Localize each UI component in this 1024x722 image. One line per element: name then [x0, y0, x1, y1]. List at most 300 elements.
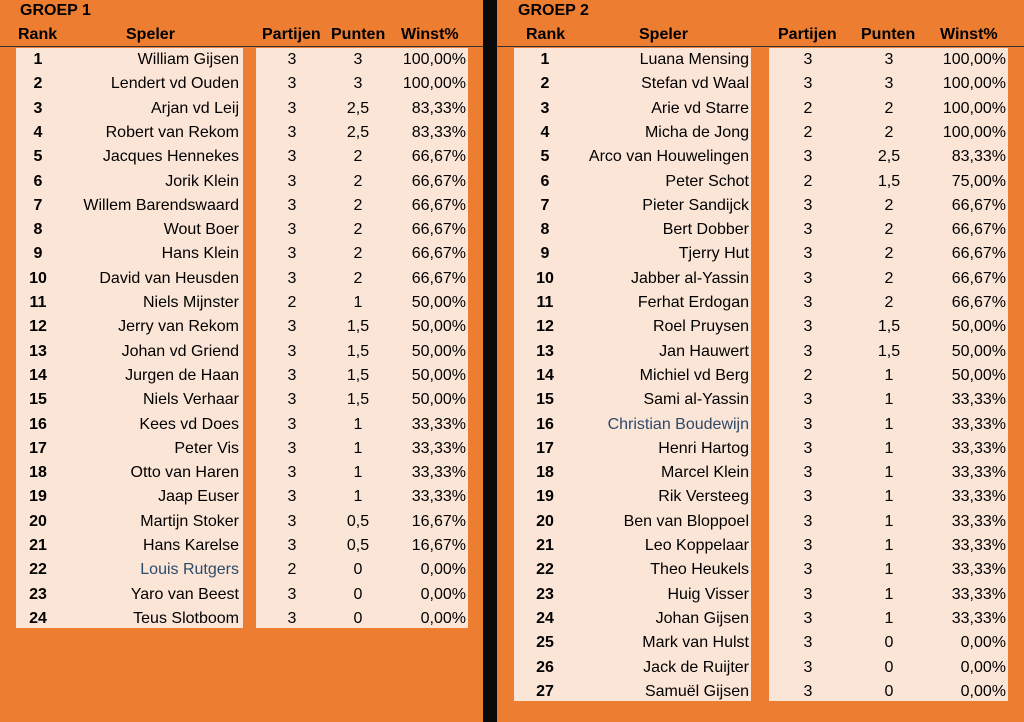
winst-cell: 66,67%	[411, 196, 466, 214]
table-row	[0, 388, 483, 412]
winst-cell: 66,67%	[951, 221, 1006, 239]
punten-cell: 0	[884, 658, 894, 676]
punten-cell: 2	[884, 269, 894, 287]
punten-cell: 2	[884, 123, 894, 141]
table-row	[0, 194, 483, 218]
punten-cell: 2	[353, 172, 363, 190]
partijen-cell: 3	[287, 75, 297, 93]
speler-cell: Ferhat Erdogan	[637, 294, 749, 311]
rank-cell: 24	[29, 609, 47, 627]
speler-cell: Arjan vd Leij	[150, 99, 239, 117]
winst-cell: 0,00%	[420, 585, 466, 603]
table-row	[0, 315, 483, 339]
rank-cell: 12	[536, 318, 554, 336]
partijen-cell: 3	[803, 221, 813, 239]
table-row	[0, 607, 483, 631]
rank-cell: 25	[536, 634, 554, 652]
rank-cell: 12	[29, 318, 47, 336]
rank-cell: 22	[29, 561, 47, 579]
speler-header: Speler	[126, 26, 175, 43]
rank-cell: 2	[540, 75, 550, 93]
punten-cell: 1	[353, 464, 363, 482]
punten-cell: 0,5	[346, 537, 370, 554]
speler-cell: Michiel vd Berg	[639, 366, 749, 384]
rank-cell: 13	[29, 342, 47, 360]
winst-cell: 66,67%	[951, 294, 1006, 311]
winst-cell: 66,67%	[951, 269, 1006, 287]
partijen-cell: 3	[803, 488, 813, 506]
table-row	[497, 680, 1024, 704]
winst-cell: 0,00%	[420, 609, 466, 627]
partijen-cell: 3	[287, 51, 297, 68]
header-divider	[497, 46, 1024, 47]
partijen-cell: 3	[287, 172, 297, 190]
rank-cell: 1	[33, 51, 43, 68]
speler-cell: Jurgen de Haan	[125, 366, 239, 384]
speler-cell: Micha de Jong	[644, 123, 749, 141]
speler-cell: Johan vd Griend	[121, 342, 239, 360]
speler-cell: Stefan vd Waal	[641, 75, 749, 93]
speler-cell: Sami al-Yassin	[643, 391, 749, 409]
table-row	[497, 534, 1024, 558]
rank-cell: 17	[29, 439, 47, 457]
table-row	[0, 48, 483, 72]
table-row	[0, 97, 483, 121]
speler-cell: Huig Visser	[667, 585, 749, 603]
group-1-title: GROEP 1	[20, 2, 91, 19]
speler-cell: Arie vd Starre	[651, 99, 749, 117]
table-row	[0, 583, 483, 607]
punten-cell: 0	[353, 609, 363, 627]
partijen-cell: 3	[287, 221, 297, 239]
speler-cell: Samuël Gijsen	[644, 682, 749, 700]
winst-cell: 100,00%	[402, 75, 466, 93]
partijen-cell: 3	[803, 634, 813, 652]
winst-cell: 0,00%	[960, 634, 1006, 652]
punten-cell: 1,5	[877, 172, 901, 190]
partijen-cell: 3	[803, 415, 813, 433]
rank-cell: 9	[540, 245, 550, 263]
rank-cell: 15	[29, 391, 47, 409]
rank-cell: 11	[536, 294, 554, 311]
punten-cell: 2	[353, 196, 363, 214]
rank-cell: 20	[536, 512, 554, 530]
winst-cell: 0,00%	[420, 561, 466, 579]
winst-cell: 83,33%	[951, 148, 1006, 166]
rank-cell: 4	[33, 123, 43, 141]
partijen-cell: 2	[287, 561, 297, 579]
speler-cell: Mark van Hulst	[642, 634, 749, 652]
winst-cell: 33,33%	[411, 415, 466, 433]
rank-cell: 4	[540, 123, 550, 141]
rank-cell: 18	[29, 464, 47, 482]
partijen-cell: 3	[803, 512, 813, 530]
partijen-cell: 3	[287, 245, 297, 263]
rank-cell: 18	[536, 464, 554, 482]
rank-cell: 6	[33, 172, 43, 190]
winst-cell: 66,67%	[411, 245, 466, 263]
speler-cell: Hans Klein	[161, 245, 239, 263]
table-row	[497, 631, 1024, 655]
punten-cell: 2	[353, 269, 363, 287]
punten-cell: 3	[353, 75, 363, 93]
table-row	[497, 194, 1024, 218]
header-divider	[0, 46, 483, 47]
speler-cell: Teus Slotboom	[133, 609, 239, 627]
partijen-cell: 3	[287, 537, 297, 554]
partijen-cell: 3	[803, 537, 813, 554]
winst-cell: 33,33%	[951, 439, 1006, 457]
table-row	[497, 72, 1024, 96]
rank-cell: 7	[33, 196, 43, 214]
partijen-cell: 3	[803, 342, 813, 360]
speler-cell: Rik Versteeg	[658, 488, 749, 506]
punten-cell: 1,5	[346, 391, 370, 409]
speler-cell: Henri Hartog	[658, 439, 749, 457]
rank-cell: 24	[536, 609, 554, 627]
partijen-cell: 3	[803, 439, 813, 457]
table-row	[497, 461, 1024, 485]
rank-cell: 19	[536, 488, 554, 506]
winst-cell: 16,67%	[411, 537, 466, 554]
partijen-cell: 3	[287, 415, 297, 433]
speler-cell: Jabber al-Yassin	[631, 269, 749, 287]
rank-cell: 14	[29, 366, 47, 384]
partijen-cell: 3	[287, 196, 297, 214]
rank-cell: 11	[29, 294, 47, 311]
winst-cell: 50,00%	[411, 391, 466, 409]
table-row	[497, 607, 1024, 631]
punten-cell: 3	[353, 51, 363, 68]
table-row	[0, 242, 483, 266]
winst-cell: 50,00%	[951, 366, 1006, 384]
partijen-cell: 3	[803, 585, 813, 603]
rank-cell: 26	[536, 658, 554, 676]
winst-cell: 66,67%	[411, 269, 466, 287]
winst-cell: 33,33%	[951, 561, 1006, 579]
partijen-cell: 3	[287, 609, 297, 627]
speler-cell: William Gijsen	[137, 51, 239, 68]
table-row	[497, 364, 1024, 388]
winst-cell: 100,00%	[942, 99, 1006, 117]
speler-cell: Lendert vd Ouden	[110, 75, 239, 93]
partijen-cell: 3	[287, 342, 297, 360]
partijen-cell: 3	[803, 609, 813, 627]
punten-cell: 2	[353, 148, 363, 166]
winst-cell: 16,67%	[411, 512, 466, 530]
punten-cell: 2	[353, 245, 363, 263]
table-row	[0, 218, 483, 242]
partijen-cell: 3	[287, 391, 297, 409]
table-row	[497, 291, 1024, 315]
speler-cell: Louis Rutgers	[140, 561, 239, 579]
group-divider	[483, 0, 497, 722]
speler-cell: Wout Boer	[163, 221, 239, 239]
partijen-cell: 3	[803, 561, 813, 579]
table-row	[0, 510, 483, 534]
speler-cell: Bert Dobber	[662, 221, 749, 239]
winst-cell: 0,00%	[960, 682, 1006, 700]
rank-cell: 21	[536, 537, 554, 554]
partijen-cell: 3	[803, 464, 813, 482]
table-row	[497, 510, 1024, 534]
table-row	[497, 170, 1024, 194]
speler-cell: Tjerry Hut	[678, 245, 749, 263]
partijen-cell: 3	[803, 51, 813, 68]
partijen-cell: 3	[287, 585, 297, 603]
rank-cell: 3	[540, 99, 550, 117]
table-row	[497, 558, 1024, 582]
winst-cell: 66,67%	[951, 196, 1006, 214]
rank-cell: 14	[536, 366, 554, 384]
table-row	[497, 388, 1024, 412]
table-row	[0, 72, 483, 96]
table-row	[0, 461, 483, 485]
winst-cell: 33,33%	[951, 415, 1006, 433]
punten-cell: 1	[884, 512, 894, 530]
speler-cell: Roel Pruysen	[652, 318, 749, 336]
punten-cell: 1,5	[877, 318, 901, 336]
table-row	[0, 534, 483, 558]
speler-cell: Leo Koppelaar	[644, 537, 749, 554]
punten-cell: 3	[884, 51, 894, 68]
partijen-cell: 2	[287, 294, 297, 311]
rank-cell: 2	[33, 75, 43, 93]
partijen-cell: 2	[803, 123, 813, 141]
rank-cell: 3	[33, 99, 43, 117]
partijen-cell: 3	[287, 99, 297, 117]
table-row	[0, 558, 483, 582]
winst-cell: 66,67%	[951, 245, 1006, 263]
rank-cell: 23	[29, 585, 47, 603]
rank-cell: 16	[29, 415, 47, 433]
speler-cell: Pieter Sandijck	[642, 196, 749, 214]
speler-cell: Peter Schot	[665, 172, 749, 190]
rank-cell: 10	[29, 269, 47, 287]
partijen-cell: 3	[803, 294, 813, 311]
partijen-cell: 2	[803, 366, 813, 384]
rank-cell: 19	[29, 488, 47, 506]
punten-cell: 0	[353, 561, 363, 579]
winst-header: Winst%	[401, 26, 459, 43]
punten-cell: 2	[884, 221, 894, 239]
rank-cell: 10	[536, 269, 554, 287]
rank-cell: 8	[540, 221, 550, 239]
speler-cell: Hans Karelse	[142, 537, 239, 554]
punten-cell: 1,5	[346, 366, 370, 384]
punten-cell: 1	[884, 464, 894, 482]
winst-cell: 33,33%	[951, 488, 1006, 506]
punten-cell: 1,5	[877, 342, 901, 360]
punten-cell: 0	[353, 585, 363, 603]
partijen-cell: 3	[287, 269, 297, 287]
winst-cell: 100,00%	[942, 51, 1006, 68]
punten-cell: 2	[884, 294, 894, 311]
speler-cell: Kees vd Does	[139, 415, 239, 433]
speler-cell: Jerry van Rekom	[118, 318, 239, 336]
winst-cell: 50,00%	[951, 342, 1006, 360]
rank-header: Rank	[526, 26, 566, 43]
punten-cell: 1,5	[346, 342, 370, 360]
rank-cell: 5	[540, 148, 550, 166]
group-2-title: GROEP 2	[518, 2, 589, 19]
partijen-cell: 3	[803, 196, 813, 214]
punten-header: Punten	[331, 26, 386, 43]
partijen-cell: 2	[803, 172, 813, 190]
rank-cell: 7	[540, 196, 550, 214]
partijen-cell: 3	[287, 464, 297, 482]
speler-cell: Jack de Ruijter	[643, 658, 749, 676]
table-row	[0, 413, 483, 437]
rank-cell: 17	[536, 439, 554, 457]
partijen-cell: 3	[803, 245, 813, 263]
table-row	[497, 97, 1024, 121]
punten-cell: 1	[884, 415, 894, 433]
table-row	[0, 485, 483, 509]
partijen-cell: 3	[287, 512, 297, 530]
table-row	[497, 315, 1024, 339]
winst-cell: 50,00%	[411, 366, 466, 384]
partijen-cell: 3	[803, 148, 813, 166]
partijen-cell: 3	[287, 123, 297, 141]
partijen-cell: 3	[287, 366, 297, 384]
table-row	[0, 340, 483, 364]
winst-cell: 50,00%	[411, 342, 466, 360]
table-row	[497, 437, 1024, 461]
speler-cell: Marcel Klein	[660, 464, 749, 482]
table-row	[497, 145, 1024, 169]
winst-cell: 66,67%	[411, 221, 466, 239]
partijen-header: Partijen	[262, 26, 321, 43]
winst-cell: 100,00%	[942, 123, 1006, 141]
punten-cell: 1	[884, 439, 894, 457]
rank-cell: 22	[536, 561, 554, 579]
table-row	[497, 656, 1024, 680]
punten-cell: 2,5	[346, 123, 370, 141]
rank-cell: 1	[540, 51, 550, 68]
winst-cell: 100,00%	[402, 51, 466, 68]
winst-header: Winst%	[940, 26, 998, 43]
punten-cell: 1	[884, 391, 894, 409]
speler-cell: Theo Heukels	[650, 561, 749, 579]
winst-cell: 33,33%	[951, 585, 1006, 603]
winst-cell: 100,00%	[942, 75, 1006, 93]
winst-cell: 83,33%	[411, 123, 466, 141]
rank-cell: 9	[33, 245, 43, 263]
punten-cell: 0,5	[346, 512, 370, 530]
speler-cell: Martijn Stoker	[140, 512, 239, 530]
table-row	[0, 145, 483, 169]
punten-cell: 2	[353, 221, 363, 239]
winst-cell: 0,00%	[960, 658, 1006, 676]
table-row	[497, 218, 1024, 242]
punten-cell: 1	[884, 488, 894, 506]
partijen-cell: 3	[803, 269, 813, 287]
winst-cell: 83,33%	[411, 99, 466, 117]
partijen-cell: 3	[803, 658, 813, 676]
speler-cell: Jaap Euser	[158, 488, 239, 506]
punten-cell: 0	[884, 682, 894, 700]
table-row	[497, 413, 1024, 437]
punten-cell: 2,5	[346, 99, 370, 117]
winst-cell: 33,33%	[951, 609, 1006, 627]
speler-cell: Niels Mijnster	[142, 294, 239, 311]
table-row	[497, 485, 1024, 509]
punten-cell: 2	[884, 99, 894, 117]
partijen-cell: 3	[803, 391, 813, 409]
speler-cell: Ben van Bloppoel	[623, 512, 749, 530]
punten-cell: 3	[884, 75, 894, 93]
punten-cell: 1	[353, 294, 363, 311]
punten-cell: 1	[884, 585, 894, 603]
rank-cell: 20	[29, 512, 47, 530]
winst-cell: 33,33%	[411, 464, 466, 482]
punten-cell: 1	[884, 609, 894, 627]
punten-cell: 2,5	[877, 148, 901, 166]
rank-cell: 21	[29, 537, 47, 554]
rank-header: Rank	[18, 26, 58, 43]
punten-cell: 1	[353, 439, 363, 457]
winst-cell: 33,33%	[411, 439, 466, 457]
speler-cell: Johan Gijsen	[655, 609, 749, 627]
punten-cell: 2	[884, 245, 894, 263]
table-row	[497, 242, 1024, 266]
speler-cell: Robert van Rekom	[105, 123, 239, 141]
punten-cell: 2	[884, 196, 894, 214]
table-row	[497, 583, 1024, 607]
table-row	[0, 364, 483, 388]
table-row	[0, 170, 483, 194]
partijen-cell: 3	[287, 439, 297, 457]
winst-cell: 50,00%	[411, 294, 466, 311]
partijen-cell: 3	[287, 148, 297, 166]
winst-cell: 75,00%	[951, 172, 1006, 190]
rank-cell: 16	[536, 415, 554, 433]
table-row	[497, 121, 1024, 145]
winst-cell: 33,33%	[411, 488, 466, 506]
winst-cell: 33,33%	[951, 464, 1006, 482]
punten-cell: 1	[884, 561, 894, 579]
punten-cell: 0	[884, 634, 894, 652]
rank-cell: 5	[33, 148, 43, 166]
speler-cell: Yaro van Beest	[130, 585, 239, 603]
punten-cell: 1	[353, 415, 363, 433]
punten-cell: 1	[884, 537, 894, 554]
winst-cell: 50,00%	[951, 318, 1006, 336]
speler-cell: Jacques Hennekes	[102, 148, 239, 166]
rank-cell: 8	[33, 221, 43, 239]
partijen-cell: 3	[803, 682, 813, 700]
speler-cell: Willem Barendswaard	[83, 196, 239, 214]
table-row	[497, 48, 1024, 72]
table-row	[0, 267, 483, 291]
partijen-cell: 3	[287, 488, 297, 506]
rank-cell: 13	[536, 342, 554, 360]
winst-cell: 50,00%	[411, 318, 466, 336]
rank-cell: 23	[536, 585, 554, 603]
table-row	[497, 267, 1024, 291]
winst-cell: 33,33%	[951, 537, 1006, 554]
rank-cell: 27	[536, 682, 554, 700]
speler-header: Speler	[639, 26, 688, 43]
table-row	[0, 121, 483, 145]
speler-cell: David van Heusden	[99, 269, 239, 287]
punten-cell: 1	[353, 488, 363, 506]
partijen-cell: 3	[803, 75, 813, 93]
partijen-header: Partijen	[778, 26, 837, 43]
table-row	[0, 437, 483, 461]
partijen-cell: 2	[803, 99, 813, 117]
